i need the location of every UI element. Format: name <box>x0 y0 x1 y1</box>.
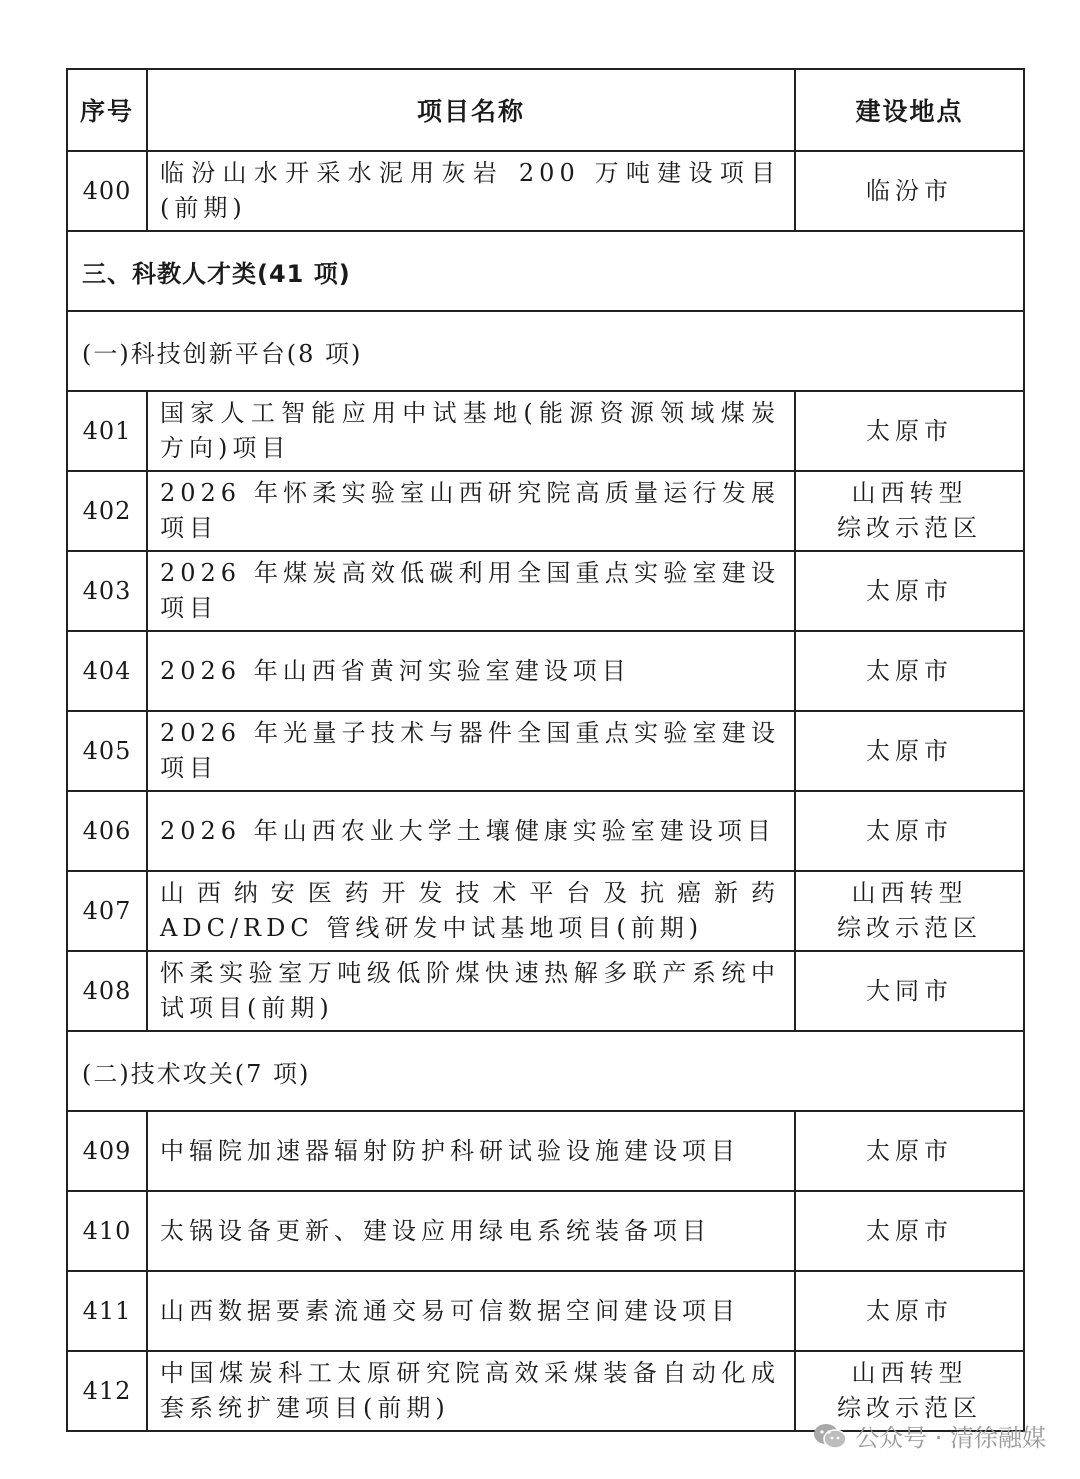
row-location: 太原市 <box>795 551 1024 631</box>
row-project-name: 太锅设备更新、建设应用绿电系统装备项目 <box>147 1191 795 1271</box>
project-table <box>66 68 1025 1432</box>
row-num: 403 <box>67 551 147 631</box>
row-num: 407 <box>67 871 147 951</box>
row-num: 411 <box>67 1271 147 1351</box>
table-row <box>67 151 1024 231</box>
row-location: 太原市 <box>795 1271 1024 1351</box>
table-row <box>67 1111 1024 1191</box>
row-location: 大同市 <box>795 951 1024 1031</box>
row-location: 太原市 <box>795 391 1024 471</box>
table-row <box>67 871 1024 951</box>
subcategory-heading-row <box>67 311 1024 391</box>
row-location: 山西转型 综改示范区 <box>795 871 1024 951</box>
table-row <box>67 551 1024 631</box>
row-num: 410 <box>67 1191 147 1271</box>
row-location: 山西转型 综改示范区 <box>795 471 1024 551</box>
section-title: (一)科技创新平台(8 项) <box>67 311 1024 391</box>
watermark <box>813 1418 1046 1453</box>
row-project-name: 山西数据要素流通交易可信数据空间建设项目 <box>147 1271 795 1351</box>
row-location: 太原市 <box>795 1191 1024 1271</box>
category-heading-row <box>67 231 1024 311</box>
header-name: 项目名称 <box>147 69 795 151</box>
subcategory-heading-row <box>67 1031 1024 1111</box>
row-project-name: 怀柔实验室万吨级低阶煤快速热解多联产系统中试项目(前期) <box>147 951 795 1031</box>
row-location: 太原市 <box>795 711 1024 791</box>
table-row <box>67 391 1024 471</box>
row-location: 太原市 <box>795 1111 1024 1191</box>
row-project-name: 2026 年怀柔实验室山西研究院高质量运行发展项目 <box>147 471 795 551</box>
header-location: 建设地点 <box>795 69 1024 151</box>
header-num: 序号 <box>67 69 147 151</box>
section-title: (二)技术攻关(7 项) <box>67 1031 1024 1111</box>
table-row <box>67 711 1024 791</box>
table-row <box>67 1191 1024 1271</box>
row-project-name: 2026 年山西农业大学土壤健康实验室建设项目 <box>147 791 795 871</box>
row-location: 临汾市 <box>795 151 1024 231</box>
row-num: 406 <box>67 791 147 871</box>
row-project-name: 2026 年光量子技术与器件全国重点实验室建设项目 <box>147 711 795 791</box>
section-title: 三、科教人才类(41 项) <box>67 231 1024 311</box>
row-num: 402 <box>67 471 147 551</box>
row-project-name: 中辐院加速器辐射防护科研试验设施建设项目 <box>147 1111 795 1191</box>
table-row <box>67 1271 1024 1351</box>
row-num: 404 <box>67 631 147 711</box>
row-num: 408 <box>67 951 147 1031</box>
table-row <box>67 951 1024 1031</box>
row-location: 山西转型 综改示范区 <box>795 1351 1024 1431</box>
row-num: 409 <box>67 1111 147 1191</box>
row-project-name: 临汾山水开采水泥用灰岩 200 万吨建设项目(前期) <box>147 151 795 231</box>
wechat-icon <box>813 1422 847 1450</box>
table-row <box>67 471 1024 551</box>
table-body <box>67 151 1024 1431</box>
watermark-text: 公众号 · 清徐融媒 <box>855 1424 1046 1452</box>
row-location: 太原市 <box>795 631 1024 711</box>
row-project-name: 2026 年山西省黄河实验室建设项目 <box>147 631 795 711</box>
row-project-name: 中国煤炭科工太原研究院高效采煤装备自动化成套系统扩建项目(前期) <box>147 1351 795 1431</box>
row-project-name: 2026 年煤炭高效低碳利用全国重点实验室建设项目 <box>147 551 795 631</box>
row-num: 405 <box>67 711 147 791</box>
table-row <box>67 791 1024 871</box>
row-num: 401 <box>67 391 147 471</box>
row-num: 400 <box>67 151 147 231</box>
row-num: 412 <box>67 1351 147 1431</box>
table-row <box>67 631 1024 711</box>
row-project-name: 国家人工智能应用中试基地(能源资源领域煤炭方向)项目 <box>147 391 795 471</box>
table-header-row <box>67 69 1024 151</box>
row-location: 太原市 <box>795 791 1024 871</box>
row-project-name: 山西纳安医药开发技术平台及抗癌新药 ADC/RDC 管线研发中试基地项目(前期) <box>147 871 795 951</box>
